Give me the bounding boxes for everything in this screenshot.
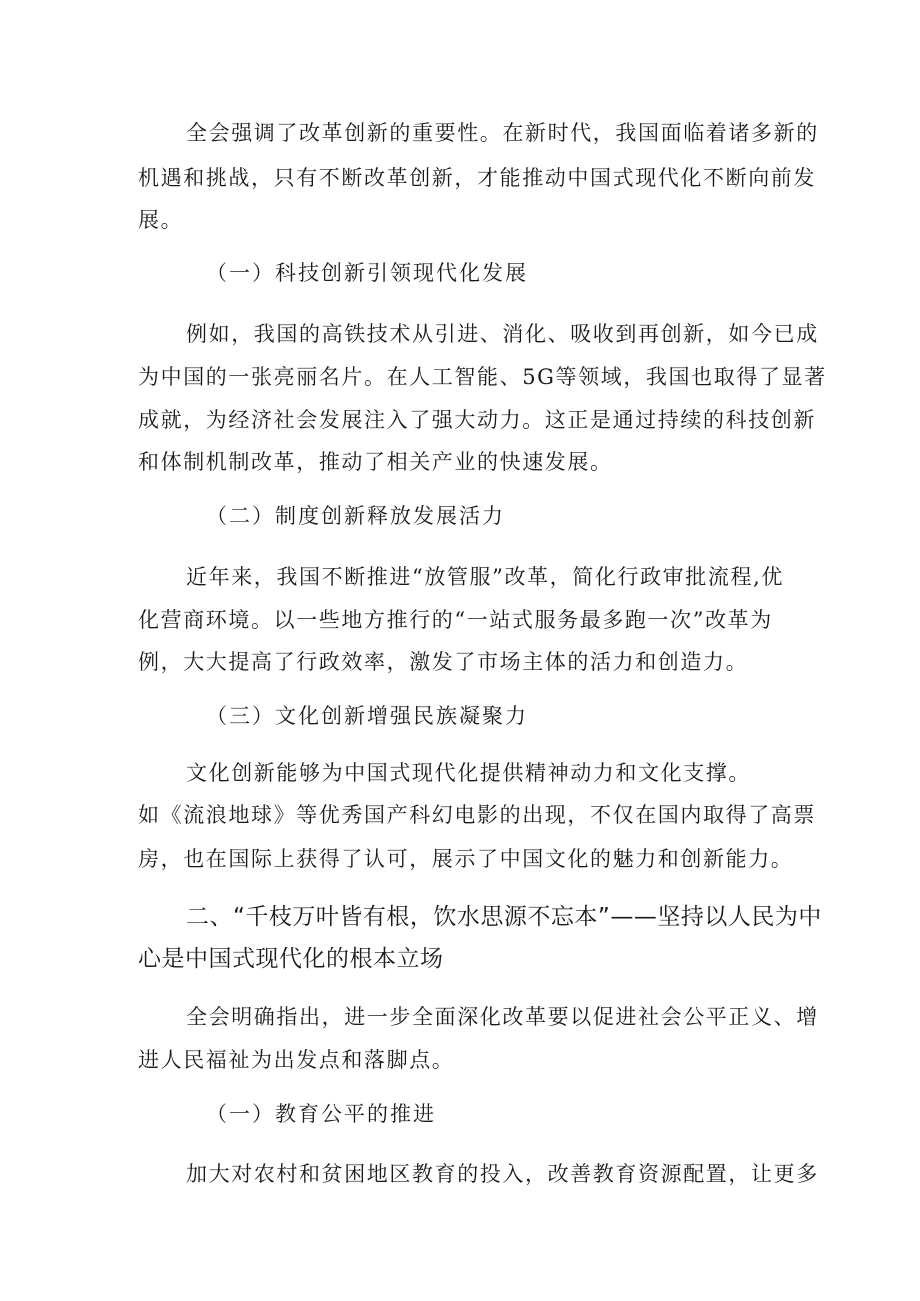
paragraph-line: 展。 <box>138 208 184 232</box>
section-heading: 二、“千枝万叶皆有根，饮水思源不忘本”——坚持以人民为中 <box>186 904 822 930</box>
paragraph-line: 例，大大提高了行政效率，激发了市场主体的活力和创造力。 <box>138 650 749 674</box>
subsection-heading: （一）科技创新引领现代化发展 <box>206 261 528 285</box>
paragraph-line: 房，也在国际上获得了认可，展示了中国文化的魅力和创新能力。 <box>138 847 794 871</box>
subsection-heading: （二）制度创新释放发展活力 <box>206 504 505 528</box>
paragraph-line: 全会强调了改革创新的重要性。在新时代，我国面临着诸多新的 <box>186 121 819 145</box>
subsection-heading: （三）文化创新增强民族凝聚力 <box>206 704 528 728</box>
subsection-heading: （一）教育公平的推进 <box>206 1102 436 1126</box>
paragraph-line: 机遇和挑战，只有不断改革创新，才能推动中国式现代化不断向前发 <box>138 166 816 190</box>
paragraph-line: 文化创新能够为中国式现代化提供精神动力和文化支撑。 <box>186 761 751 785</box>
paragraph-line: 近年来，我国不断推进“放管服”改革，简化行政审批流程,优 <box>186 565 784 589</box>
paragraph-line: 如《流浪地球》等优秀国产科幻电影的出现，不仅在国内取得了高票 <box>138 803 816 827</box>
paragraph-line: 成就，为经济社会发展注入了强大动力。这正是通过持续的科技创新 <box>138 408 816 432</box>
paragraph-line: 例如，我国的高铁技术从引进、消化、吸收到再创新，如今已成 <box>186 322 819 346</box>
section-heading: 心是中国式现代化的根本立场 <box>138 946 444 972</box>
paragraph-line: 加大对农村和贫困地区教育的投入，改善教育资源配置，让更多 <box>186 1162 819 1186</box>
paragraph-line: 全会明确指出，进一步全面深化改革要以促进社会公平正义、增 <box>186 1005 819 1029</box>
paragraph-line: 和体制机制改革，推动了相关产业的快速发展。 <box>138 450 613 474</box>
paragraph-line: 化营商环境。以一些地方推行的“一站式服务最多跑一次”改革为 <box>138 608 773 632</box>
paragraph-line: 进人民福祉为出发点和落脚点。 <box>138 1048 455 1072</box>
paragraph-line: 为中国的一张亮丽名片。在人工智能、5G等领域，我国也取得了显著 <box>138 365 827 389</box>
